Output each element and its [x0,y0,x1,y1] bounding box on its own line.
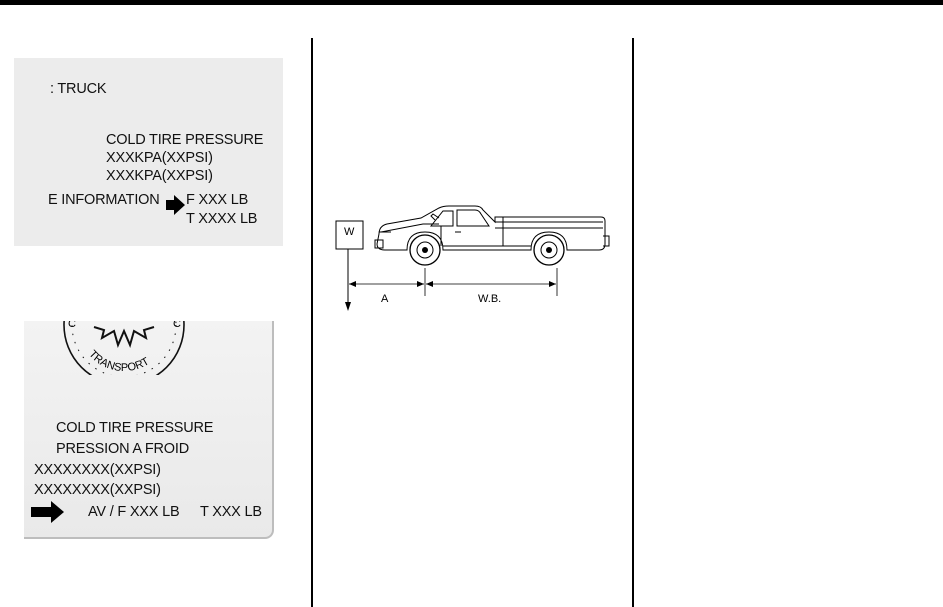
wheelbase-dimension-line [426,281,556,287]
front-weight-value: AV / F XXX LB [88,504,180,520]
arrow-right-icon [166,195,186,215]
top-rule [0,0,943,5]
column-divider-right [632,38,634,607]
arrow-down-icon [345,302,351,311]
pression-a-froid-heading: PRESSION A FROID [56,441,189,457]
truck-diagram [335,180,615,320]
rear-weight-value: T XXX LB [200,504,262,520]
cold-tire-pressure-heading: COLD TIRE PRESSURE [106,132,264,148]
truck-line: : TRUCK [50,81,107,97]
front-weight-value: F XXX LB [186,192,249,208]
front-pressure-value: XXXXXXXX(XXPSI) [34,462,161,478]
rear-pressure-value: XXXKPA(XXPSI) [106,168,213,184]
rear-wheel-icon [534,235,564,265]
compliance-label [24,318,274,539]
column-divider-left [311,38,313,607]
wheelbase-label: W.B. [478,293,502,305]
information-line: E INFORMATION [48,192,160,208]
transport-canada-seal [58,318,190,375]
weight-label: W [344,226,355,238]
front-pressure-value: XXXKPA(XXPSI) [106,150,213,166]
rear-pressure-value: XXXXXXXX(XXPSI) [34,482,161,498]
tire-loading-label [14,58,283,246]
seal-text: TRANSPORT [86,348,152,375]
seal-letter-right: C [173,318,181,330]
truck-weight-distribution-figure [335,180,615,320]
rear-weight-value: T XXXX LB [186,211,258,227]
cold-tire-pressure-heading: COLD TIRE PRESSURE [56,420,214,436]
dimension-a-label: A [381,293,389,305]
dimension-a-line [349,281,424,287]
front-wheel-icon [410,235,440,265]
pickup-truck-icon [375,206,609,250]
arrow-right-icon [31,501,65,523]
seal-letter-left: C [68,318,76,330]
